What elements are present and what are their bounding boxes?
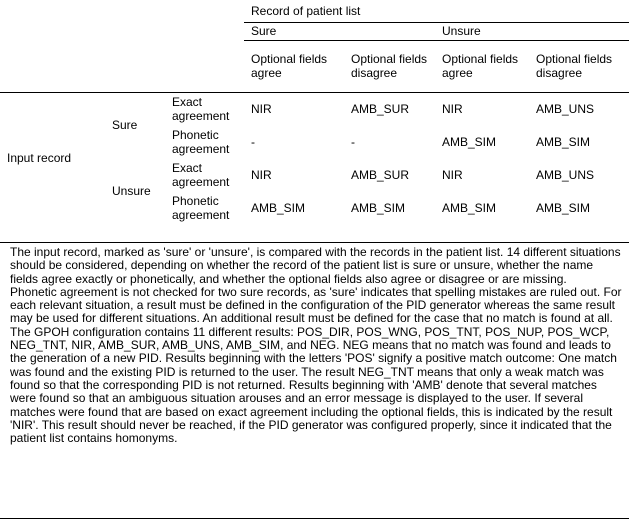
header-row-3	[0, 40, 629, 92]
table-cell: AMB_UNS	[536, 101, 595, 116]
table-cell: NIR	[251, 167, 272, 182]
table-row	[0, 92, 629, 125]
table-cell: NIR	[251, 101, 272, 116]
table-cell: AMB_SUR	[351, 167, 410, 182]
table-cell: NIR	[442, 167, 463, 182]
col-header-unsure-agree: Optional fields agree	[435, 40, 529, 92]
row-label: Exact agreement	[172, 160, 230, 189]
col-header-sure-disagree: Optional fields disagree	[344, 40, 435, 92]
input-unsure-label: Unsure	[112, 184, 151, 198]
table-cell: AMB_SIM	[442, 200, 497, 215]
matching-table	[0, 0, 629, 224]
table-cell: AMB_SIM	[536, 134, 591, 149]
note-paragraph: The input record, marked as 'sure' or 'unsure', is compared with the records in the patient list. 14 different situations should be considered, depending on whether the record of the patient list is sure or unsure, whether the name fields agree exactly or phonetically, and whether the optional fields also agree or disagree or are missing.	[10, 245, 621, 286]
table-cell: AMB_SIM	[251, 200, 306, 215]
input-sure-label: Sure	[112, 118, 138, 133]
table-cell: AMB_SIM	[351, 200, 406, 215]
col-header-sure-agree: Optional fields agree	[244, 40, 344, 92]
table-cell: AMB_SUR	[351, 101, 410, 116]
header-row-2	[0, 22, 629, 40]
table-cell: AMB_SIM	[536, 200, 591, 215]
row-label: Phonetic agreement	[172, 127, 230, 156]
table-cell: AMB_SIM	[442, 134, 497, 149]
row-label: Phonetic agreement	[172, 193, 230, 222]
header-row-1	[0, 0, 629, 22]
explanatory-notes	[0, 242, 629, 519]
note-paragraph: Phonetic agreement is not checked for two sure records, as 'sure' indicates that spelling mistakes are ruled out. For each relevant situation, a result must be defined in the configuration of the PID generator whereas the same result may be used for different situations. An additional result must be defined for the case that no match is found at all.	[10, 284, 622, 326]
row-label: Exact agreement	[172, 94, 230, 123]
table-cell: -	[351, 134, 355, 149]
col-header-unsure-disagree: Optional fields disagree	[529, 40, 629, 92]
patient-list-sure-header: Sure	[244, 22, 435, 40]
table-cell: AMB_UNS	[536, 167, 595, 182]
table-cell: -	[251, 134, 255, 149]
patient-list-unsure-header: Unsure	[435, 22, 629, 40]
note-paragraph: The GPOH configuration contains 11 different results: POS_DIR, POS_WNG, POS_TNT, POS_NUP, POS_WCP, NEG_TNT, NIR, AMB_SUR, AMB_UNS, AMB_SIM, and NEG. NEG means that no match was found and leads to the generation of a new PID. Results beginning with the letters 'POS' signify a positive match outcome: One match was found and the existing PID is returned to the user. The result NEG_TNT means that only a weak match was found so that the corresponding PID is not returned. Results beginning with 'AMB' denote that several matches were found so that an ambiguous situation arouses and an error message is displayed to the user. If several matches were found that are based on exact agreement including the optional fields, this is indicated by the result 'NIR'. This result should never be reached, if the PID generator was configured properly, since it indicated that the patient list contains homonyms.	[10, 324, 617, 446]
patient-list-header: Record of patient list	[244, 0, 629, 22]
input-record-label: Input record	[7, 151, 72, 166]
table-cell: NIR	[442, 101, 463, 116]
